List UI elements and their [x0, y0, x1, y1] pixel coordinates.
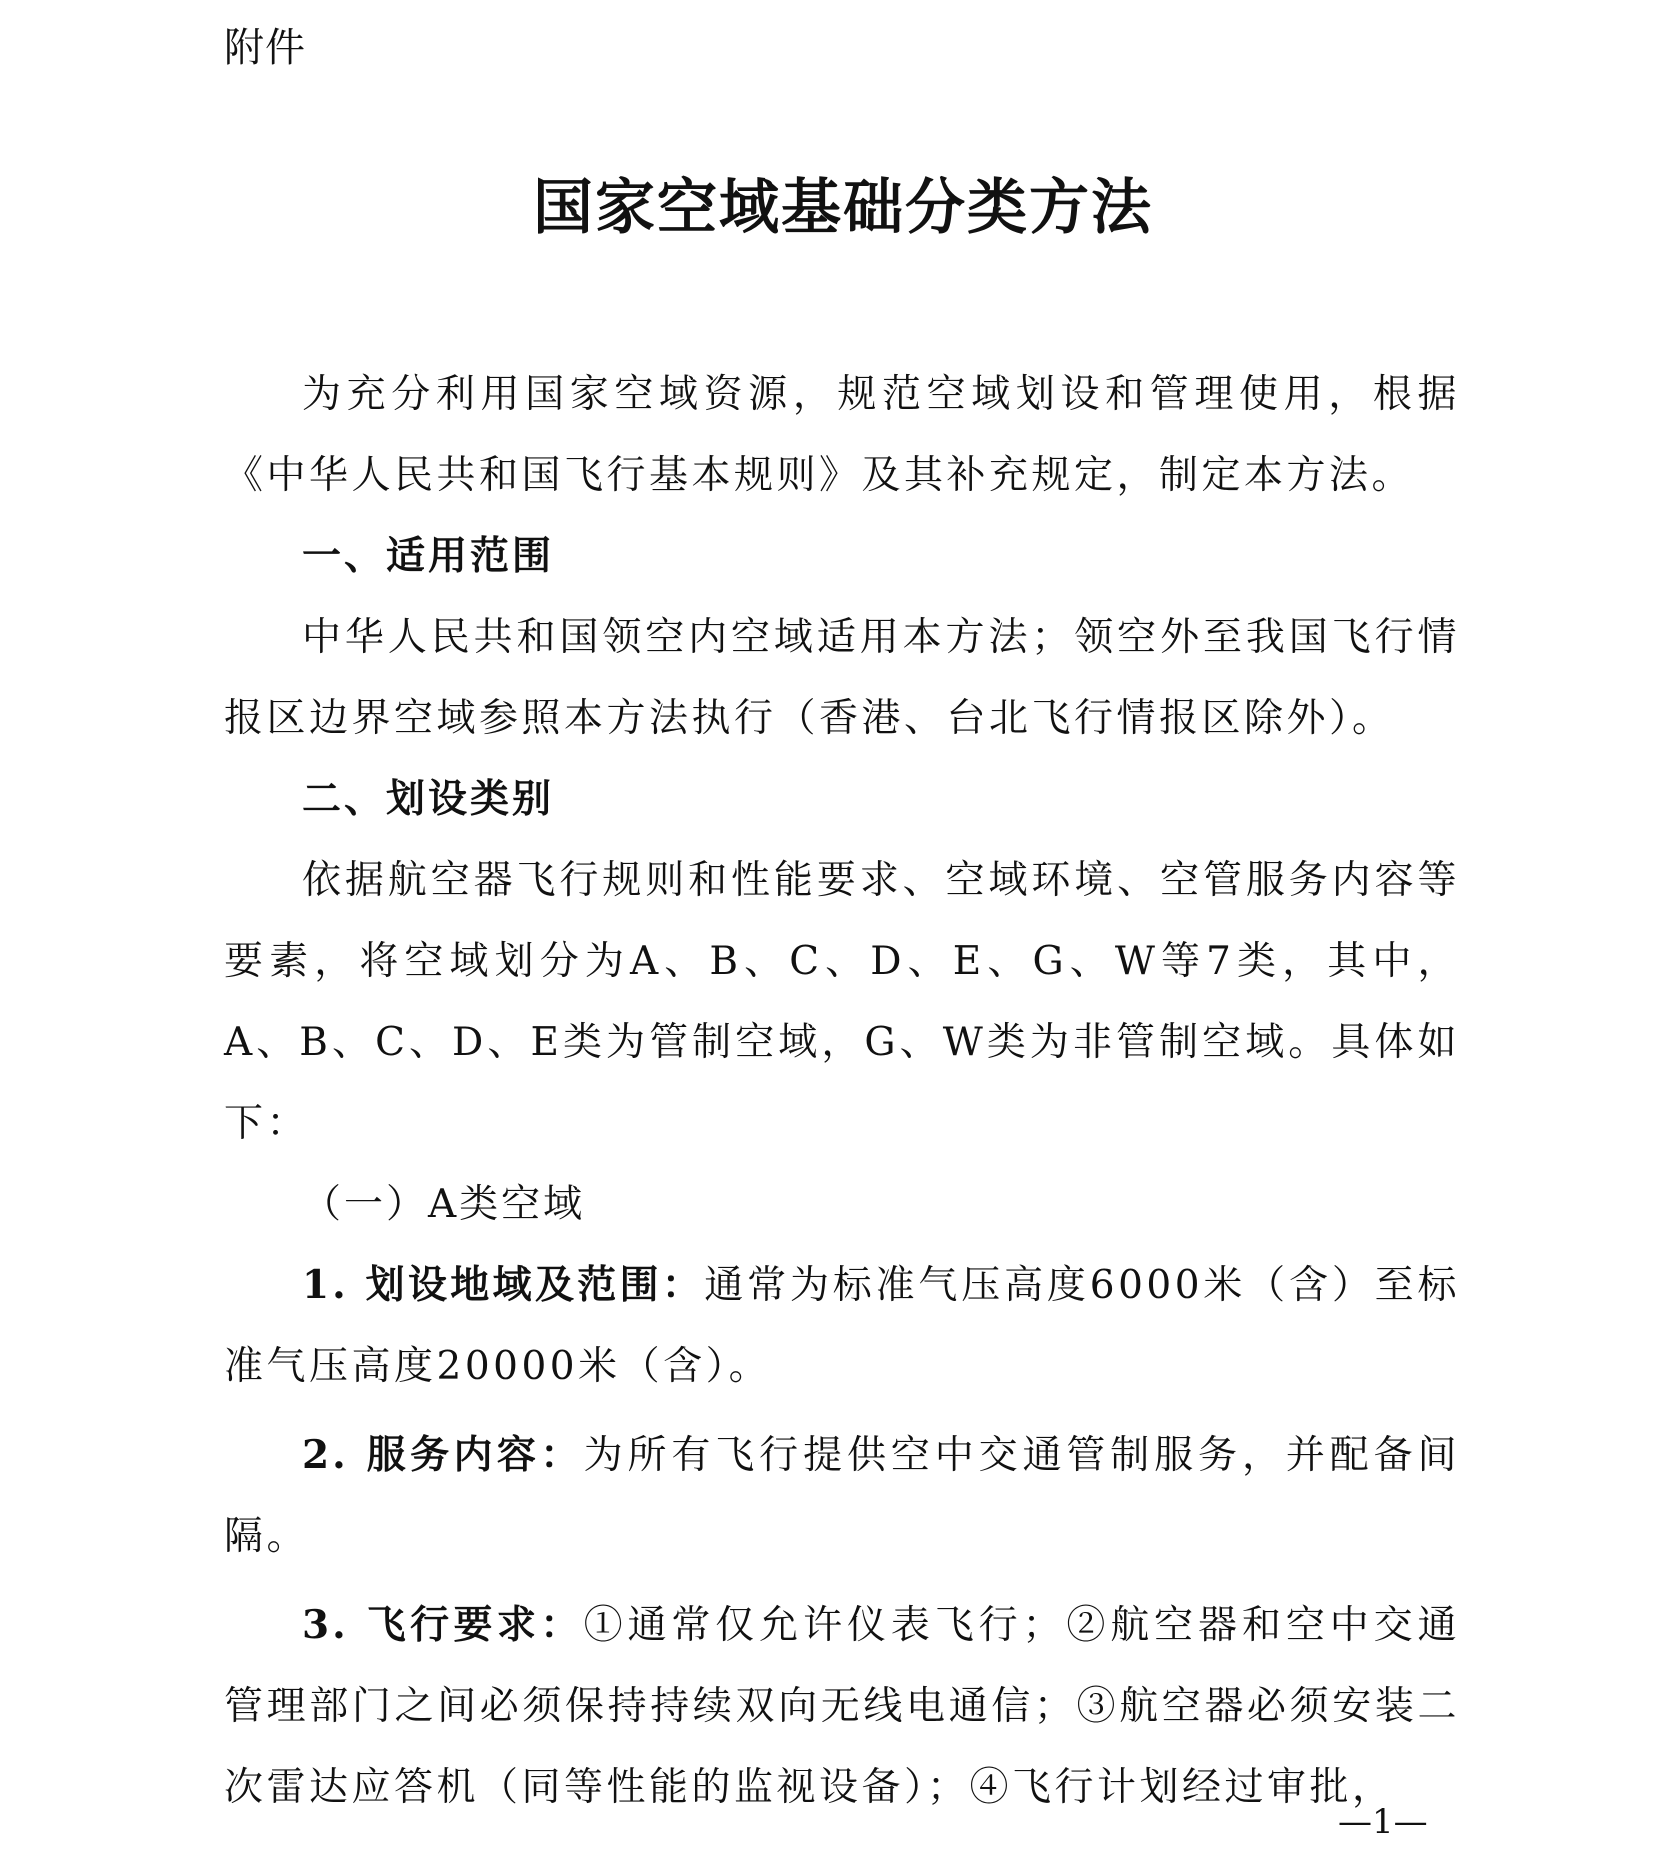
item-text: ①通常仅允许仪表飞行；②航空器和空中交通管理部门之间必须保持持续双向无线电通信；③航空器必须安装二次雷达应答机（同等性能的监视设备）；④飞行计划经过审批， [224, 1603, 1460, 1810]
item-text: 为所有飞行提供空中交通管制服务，并配备间隔。 [224, 1433, 1460, 1559]
document-body [224, 354, 1460, 1828]
item-label: 2. 服务内容： [302, 1432, 584, 1478]
section-text-scope: 中华人民共和国领空内空域适用本方法；领空外至我国飞行情报区边界空域参照本方法执行（香港、台北飞行情报区除外）。 [224, 615, 1460, 741]
section-heading-scope: 一、适用范围 [302, 534, 555, 579]
section-text-categories: 依据航空器飞行规则和性能要求、空域环境、空管服务内容等要素，将空域划分为A、B、C、D、E、G、W等7类，其中，A、B、C、D、E类为管制空域，G、W类为非管制空域。具体如下： [224, 858, 1460, 1146]
page-number: —1— [1338, 1802, 1428, 1842]
item-service-content [224, 1415, 1460, 1577]
item-label: 1. 划设地域及范围： [302, 1262, 705, 1308]
item-label: 3. 飞行要求： [302, 1602, 584, 1648]
item-flight-requirements [224, 1585, 1460, 1828]
section-heading-categories: 二、划设类别 [302, 777, 555, 822]
item-text: 通常为标准气压高度6000米（含）至标准气压高度20000米（含）。 [224, 1263, 1460, 1389]
attachment-label: 附件 [224, 25, 306, 71]
subsection-heading-class-a: （一）A类空域 [302, 1182, 586, 1227]
document-title: 国家空域基础分类方法 [533, 173, 1153, 243]
intro-paragraph: 为充分利用国家空域资源，规范空域划设和管理使用，根据《中华人民共和国飞行基本规则》及其补充规定，制定本方法。 [224, 372, 1460, 498]
item-area-range [224, 1245, 1460, 1407]
